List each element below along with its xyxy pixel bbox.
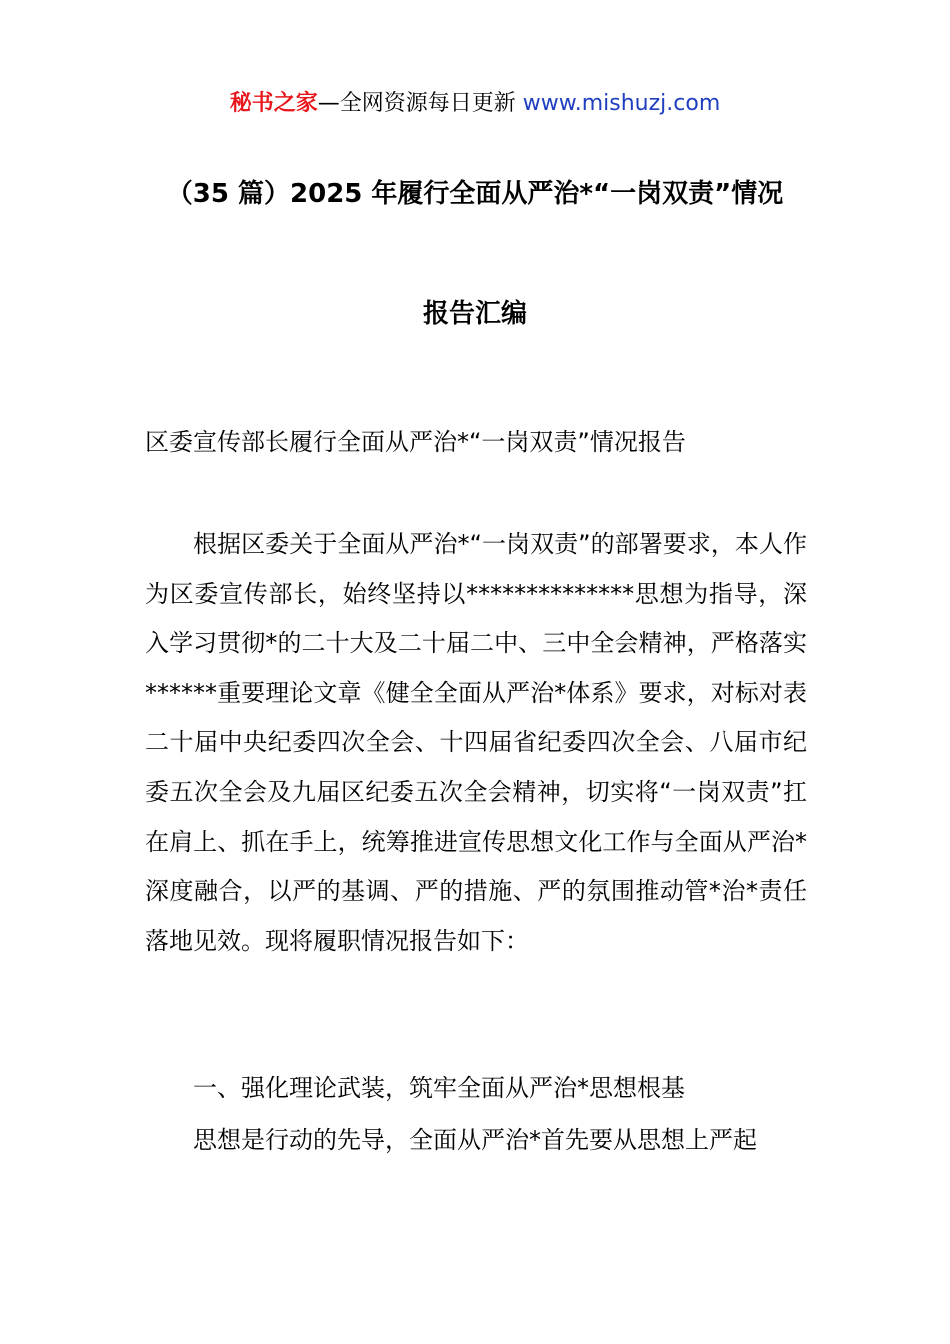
body-paragraph-2: 思想是行动的先导，全面从严治*首先要从思想上严起 [193,1126,757,1154]
site-tagline: —全网资源每日更新 [317,91,523,116]
section-heading-1: 一、强化理论武装，筑牢全面从严治*思想根基 [193,1074,685,1102]
site-url-link[interactable]: www.mishuzj.com [522,91,721,116]
document-title-line-2: 报告汇编 [422,299,527,329]
report-subtitle: 区委宣传部长履行全面从严治*“一岗双责”情况报告 [145,428,686,456]
site-header [0,88,950,120]
document-title-line-1: （35 篇）2025 年履行全面从严治*“一岗双责”情况 [166,179,784,209]
body-paragraph-1: 根据区委关于全面从严治*“一岗双责”的部署要求，本人作为区委宣传部长，始终坚持以**************思想为指导，深入学习贯彻*的二十大及二十届二中、三中全会精神，严格落实******重要理论文章《健全全面从严治*体系》要求，对标对表二十届中央纪委四次全会、十四届省纪委四次全会、八届市纪委五次全会及九届区纪委五次全会精神，切实将“一岗双责”扛在肩上、抓在手上，统筹推进宣传思想文化工作与全面从严治*深度融合，以严的基调、严的措施、严的氛围推动管*治*责任落地见效。现将履职情况报告如下： [145,530,807,955]
site-brand: 秘书之家 [229,91,318,116]
